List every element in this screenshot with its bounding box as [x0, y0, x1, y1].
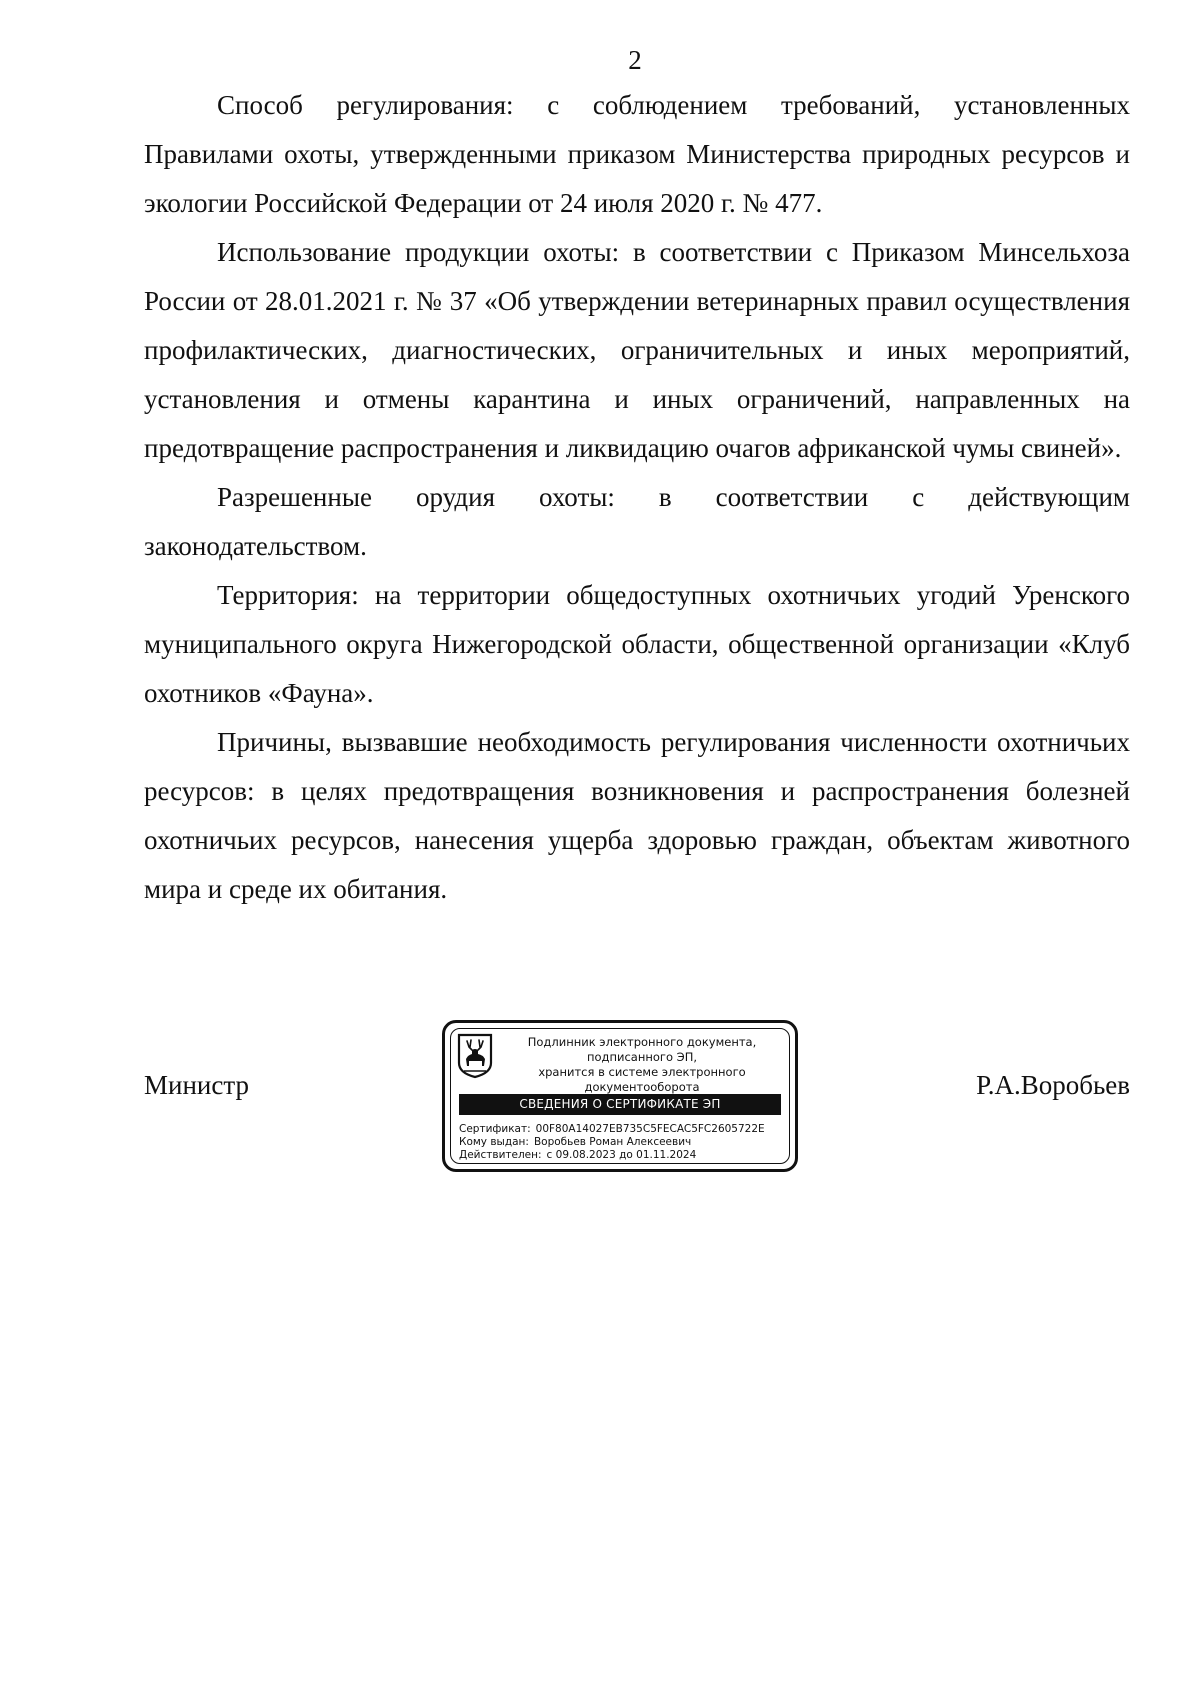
signature-block — [144, 1020, 1130, 1180]
signer-name: Р.А.Воробьев — [976, 1070, 1130, 1100]
certificate-row — [459, 1123, 789, 1136]
issued-to-row — [459, 1136, 789, 1149]
deer-coat-of-arms-icon — [457, 1033, 493, 1079]
stamp-certificate-bar: СВЕДЕНИЯ О СЕРТИФИКАТЕ ЭП — [459, 1094, 781, 1115]
paragraph-territory: Территория: на территории общедоступных охотничьих угодий Уренского муниципального округа Нижегородской области, общественной организации «Клуб охотников «Фауна». — [144, 580, 1130, 708]
certificate-label: Сертификат: — [459, 1123, 531, 1135]
paragraph-product-use: Использование продукции охоты: в соответствии с Приказом Минсельхоза России от 28.01.2021 г. № 37 «Об утверждении ветеринарных правил осуществления профилактических, диагностических, ограничительных и иных мероприятий, установления и отмены карантина и иных ограничений, направленных на предотвращение распространения и ликвидацию очагов африканской чумы свиней». — [144, 237, 1130, 463]
stamp-header — [499, 1035, 785, 1095]
certificate-value: 00F80A14027EB735C5FECAC5FC2605722E — [535, 1123, 765, 1135]
signer-title: Министр — [144, 1070, 249, 1100]
page-number: 2 — [628, 45, 642, 75]
stamp-header-line-2: хранится в системе электронного документооборота — [538, 1065, 746, 1094]
issued-to-label: Кому выдан: — [459, 1136, 529, 1148]
stamp-header-line-1: Подлинник электронного документа, подписанного ЭП, — [527, 1035, 757, 1064]
issued-to-value: Воробьев Роман Алексеевич — [533, 1136, 692, 1148]
paragraph-regulation-method: Способ регулирования: с соблюдением требований, установленных Правилами охоты, утвержденными приказом Министерства природных ресурсов и экологии Российской Федерации от 24 июля 2020 г. № 477. — [144, 90, 1130, 218]
valid-row — [459, 1149, 789, 1162]
valid-value: с 09.08.2023 до 01.11.2024 — [546, 1149, 697, 1161]
stamp-certificate-details — [459, 1123, 789, 1162]
paragraph-hunting-tools: Разрешенные орудия охоты: в соответствии с действующим законодательством. — [144, 482, 1130, 561]
valid-label: Действителен: — [459, 1149, 542, 1161]
document-body — [144, 81, 1130, 914]
electronic-signature-stamp — [442, 1020, 798, 1172]
paragraph-reasons: Причины, вызвавшие необходимость регулирования численности охотничьих ресурсов: в целях предотвращения возникновения и распространения болезней охотничьих ресурсов, нанесения ущерба здоровью граждан, объектам животного мира и среде их обитания. — [144, 727, 1130, 904]
